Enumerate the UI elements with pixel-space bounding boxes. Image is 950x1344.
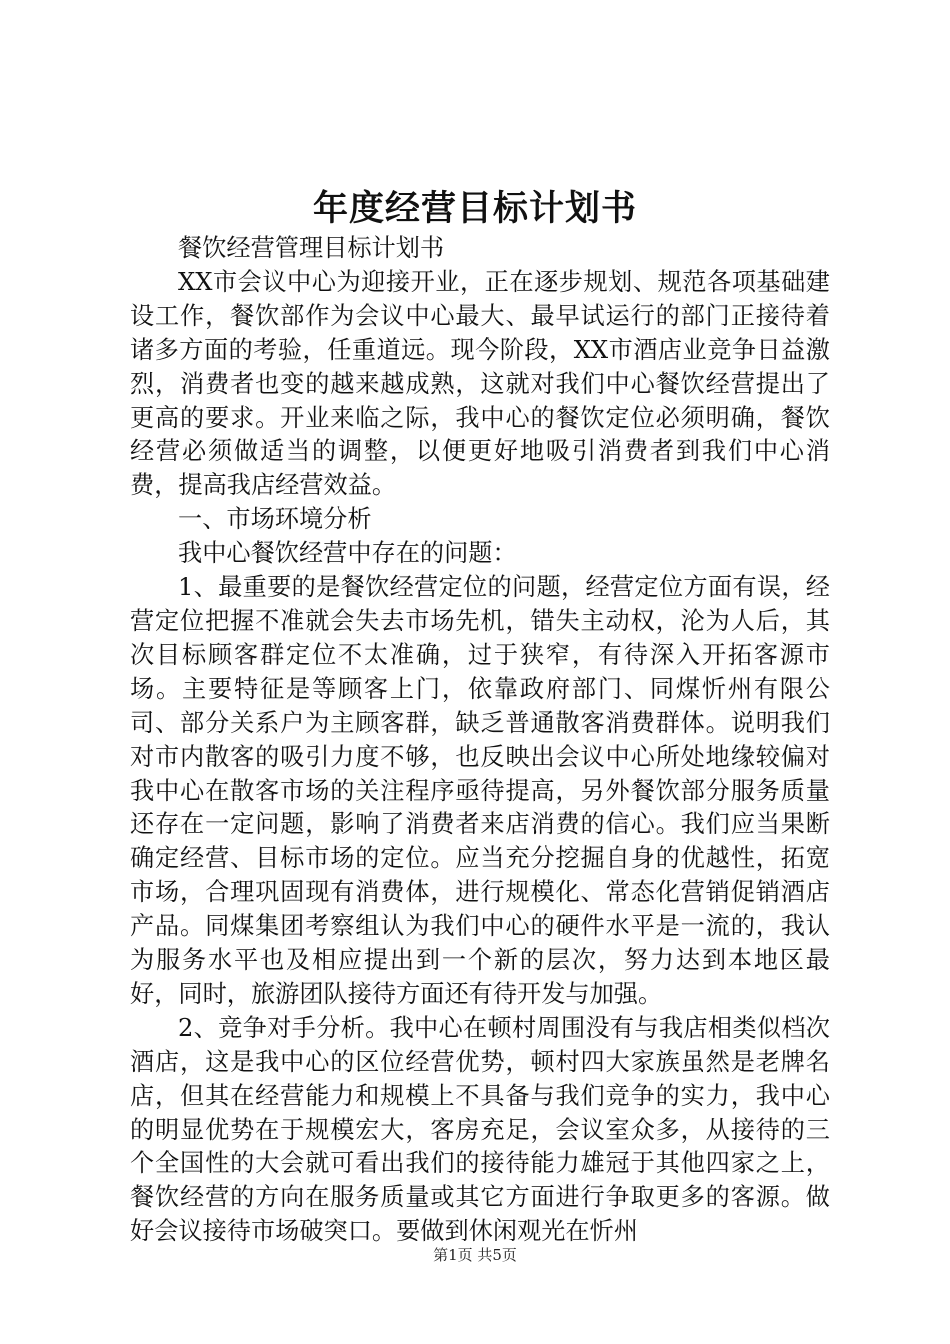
subtitle-paragraph: 餐饮经营管理目标计划书 — [178, 234, 445, 262]
document-body — [130, 232, 830, 1249]
document-title: 年度经营目标计划书 — [312, 188, 637, 229]
point-2-paragraph: 2、竞争对手分析。我中心在顿村周围没有与我店相类似档次酒店，这是我中心的区位经营优势，顿村四大家族虽然是老牌名店，但其在经营能力和规模上不具备与我们竞争的实力，我中心的明显优势在于规模宏大，客房充足，会议室众多，从接待的三个全国性的大会就可看出我们的接待能力雄冠于其他四家之上，餐饮经营的方向在服务质量或其它方面进行争取更多的客源。做好会议接待市场破突口。要做到休闲观光在忻州 — [130, 1013, 830, 1246]
point-1-paragraph: 1、最重要的是餐饮经营定位的问题，经营定位方面有误，经营定位把握不准就会失去市场先机，错失主动权，沦为人后，其次目标顾客群定位不太准确，过于狭窄，有待深入开拓客源市场。主要特征是等顾客上门，依靠政府部门、同煤忻州有限公司、部分关系户为主顾客群，缺乏普通散客消费群体。说明我们对市内散客的吸引力度不够，也反映出会议中心所处地缘较偏对我中心在散客市场的关注程序亟待提高，另外餐饮部分服务质量还存在一定问题，影响了消费者来店消费的信心。我们应当果断确定经营、目标市场的定位。应当充分挖掘自身的优越性，拓宽市场，合理巩固现有消费体，进行规模化、常态化营销促销酒店产品。同煤集团考察组认为我们中心的硬件水平是一流的，我认为服务水平也及相应提出到一个新的层次，努力达到本地区最好，同时，旅游团队接待方面还有待开发与加强。 — [130, 573, 830, 1008]
page-footer: 第1页 共5页 — [433, 1246, 517, 1264]
section-heading: 一、市场环境分析 — [178, 505, 372, 534]
intro-paragraph: XX市会议中心为迎接开业，正在逐步规划、规范各项基础建设工作，餐饮部作为会议中心最大、最早试运行的部门正接待着诸多方面的考验，任重道远。现今阶段，XX市酒店业竞争日益激烈，消费者也变的越来越成熟，这就对我们中心餐饮经营提出了更高的要求。开业来临之际，我中心的餐饮定位必须明确，餐饮经营必须做适当的调整，以便更好地吸引消费者到我们中心消费，提高我店经营效益。 — [130, 267, 830, 500]
problems-heading: 我中心餐饮经营中存在的问题： — [178, 539, 517, 568]
